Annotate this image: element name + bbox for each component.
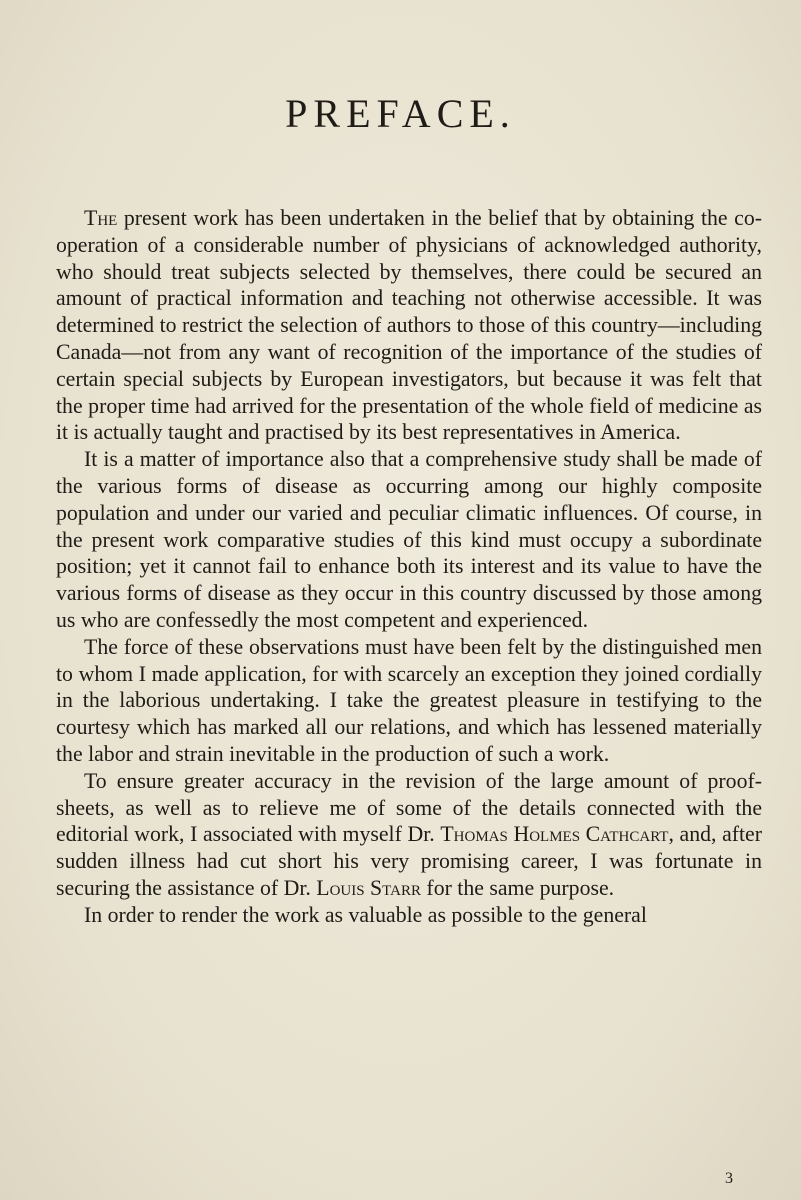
- paragraph-2: It is a matter of importance also that a comprehensive study shall be made of the various forms of disease as occurring among our highly composite population and under our varied and peculiar climatic influences. Of course, in the present work comparative studies of this kind must occupy a subordinate position; yet it cannot fail to enhance both its interest and its value to have the various forms of disease as they occur in this country discussed by those among us who are confessedly the most competent and experienced.: [56, 447, 762, 632]
- page-title: PREFACE.: [285, 91, 516, 136]
- paragraph-5: In order to render the work as valuable as possible to the general: [84, 902, 647, 927]
- author-name-starr: Louis Starr: [316, 875, 421, 900]
- paragraph-1-lead: The: [84, 206, 118, 230]
- paragraph-1: [56, 205, 762, 446]
- paragraph-4: [56, 768, 762, 902]
- paragraph-4-text-b: , and, after sudden illness had cut short his very promising career, I was fortunate in securing the assistance of Dr.: [56, 822, 762, 900]
- paragraph-4-text-a: To ensure greater accuracy in the revision of the large amount of proof-sheets, as well as to relieve me of some of the details connected with the editorial work, I associated with myself Dr.: [56, 768, 762, 847]
- paragraph-3: The force of these observations must have been felt by the distinguished men to whom I made application, for with scarcely an exception they joined cordially in the laborious undertaking. I take the greatest pleasure in testifying to the courtesy which has marked all our relations, and which has lessened materially the labor and strain inevitable in the production of such a work.: [56, 634, 762, 766]
- preface-body: [56, 205, 762, 929]
- page-number: 3: [725, 1170, 733, 1187]
- paragraph-1-text: present work has been undertaken in the belief that by obtaining the co-operation of a considerable number of physicians of acknowledged authority, who should treat subjects selected by themselves, there could be secured an amount of practical information and teaching not otherwise accessible. It was determined to restrict the selection of authors to those of this country—including Canada—not from any want of recognition of the importance of the studies of certain special subjects by European investigators, but because it was felt that the proper time had arrived for the presentation of the whole field of medicine as it is actually taught and practised by its best representatives in America.: [56, 206, 762, 445]
- author-name-cathcart: Thomas Holmes Cathcart: [440, 822, 669, 847]
- paragraph-4-text-c: for the same purpose.: [420, 875, 615, 900]
